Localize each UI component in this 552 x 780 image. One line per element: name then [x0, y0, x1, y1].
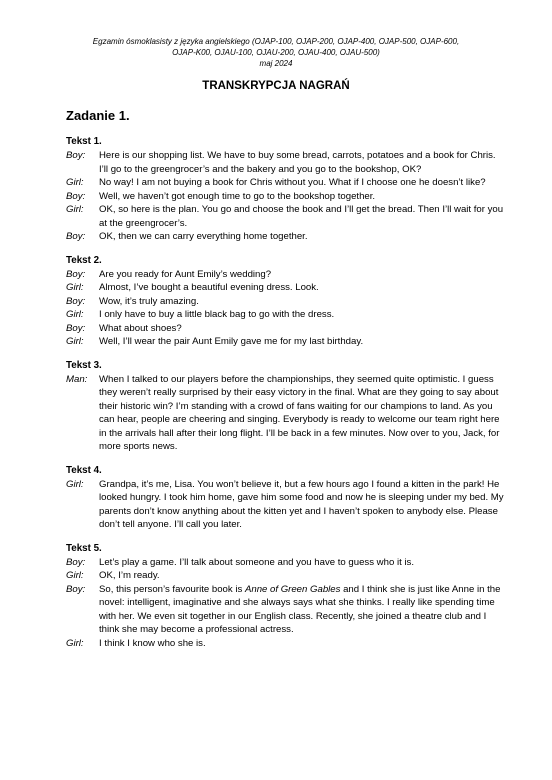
dialogue-text: OK, so here is the plan. You go and choose the book and I’ll get the bread. Then I’ll wait for you at the greengrocer’s.: [99, 204, 504, 229]
dialogue-line: [66, 281, 506, 295]
section-title: Tekst 4.: [66, 464, 102, 476]
dialogue-line: [66, 556, 506, 570]
speaker-label: Boy:: [66, 268, 86, 280]
speaker-label: Boy:: [66, 583, 86, 595]
dialogue-line: [66, 569, 506, 583]
exam-header: [40, 36, 512, 69]
dialogue-line: [66, 478, 506, 532]
dialogue-text: What about shoes?: [99, 322, 182, 334]
section-title: Tekst 1.: [66, 136, 102, 147]
dialogue-text: When I talked to our players before the championships, they seemed quite optimistic. I guess they weren’t really surprised by their easy victory in the final. What are they going to say about their historic win? I’m standing with a crowd of fans waiting for our champions to land. As you can hear, people are cheering and singing. Everybody is ready to welcome our team right here in the arrivals hall after their long flight. I’ll be back in a few minutes. Now over to you, Jack, for more sports news.: [99, 373, 500, 452]
speaker-label: Boy:: [66, 231, 86, 242]
dialogue-text: Wow, it’s truly amazing.: [99, 295, 199, 307]
transcript-section: [66, 464, 506, 532]
dialogue-text: Almost, I’ve bought a beautiful evening dress. Look.: [99, 282, 319, 293]
dialogue-text: Let’s play a game. I’ll talk about someone and you have to guess who it is.: [99, 556, 415, 568]
dialogue-text: Grandpa, it’s me, Lisa. You won’t believe it, but a few hours ago I found a kitten in the park! He looked hungry. I took him home, gave him some food and now he is sleeping under my bed. My parents don’t know anything about the kitten yet and I haven’t spoken to anybody else. Please don’t tell anyone. I’ll call you later.: [99, 478, 504, 530]
dialogue-text: No way! I am not buying a book for Chris without you. What if I choose one he doesn’t like?: [99, 177, 486, 188]
speaker-label: Girl:: [66, 336, 84, 347]
dialogue-line: [66, 203, 506, 230]
dialogue-text: So, this person’s favourite book is Anne of Green Gables and I think she is just like Anne in the novel: intelligent, imaginative and she always says what she thinks. I really like spending time with her. We even sit together in our English class. Recently, she joined a theatre club and I think she may become a professional actress.: [99, 583, 501, 635]
header-line-2: OJAP-K00, OJAU-100, OJAU-200, OJAU-400, OJAU-500): [172, 48, 380, 57]
dialogue-line: [66, 230, 506, 244]
dialogue-line: [66, 373, 506, 454]
transcript-section: [66, 542, 506, 651]
dialogue-text: I think I know who she is.: [99, 637, 206, 649]
transcript-content: [66, 135, 506, 660]
document-title: TRANSKRYPCJA NAGRAŃ: [202, 80, 350, 92]
dialogue-text: I only have to buy a little black bag to go with the dress.: [99, 309, 335, 320]
speaker-label: Boy:: [66, 295, 86, 307]
speaker-label: Girl:: [66, 309, 84, 320]
speaker-label: Girl:: [66, 637, 84, 649]
transcript-section: [66, 254, 506, 349]
header-line-1: Egzamin ósmoklasisty z języka angielskiego (OJAP-100, OJAP-200, OJAP-400, OJAP-500, OJAP-600,: [92, 37, 460, 46]
section-title: Tekst 2.: [66, 254, 102, 266]
dialogue-line: [66, 268, 506, 282]
dialogue-line: [66, 190, 506, 204]
header-line-3: maj 2024: [259, 59, 293, 68]
speaker-label: Girl:: [66, 204, 84, 215]
dialogue-text: Well, we haven’t got enough time to go to the bookshop together.: [99, 190, 376, 202]
speaker-label: Man:: [66, 373, 88, 385]
speaker-label: Girl:: [66, 282, 84, 293]
dialogue-text: Are you ready for Aunt Emily’s wedding?: [99, 268, 272, 280]
dialogue-line: [66, 335, 506, 349]
dialogue-line: [66, 637, 506, 651]
dialogue-text: Here is our shopping list. We have to buy some bread, carrots, potatoes and a book for Chris. I’ll go to the greengrocer’s and the bakery and you go to the bookshop, OK?: [99, 150, 496, 175]
book-title: Anne of Green Gables: [244, 583, 341, 595]
speaker-label: Boy:: [66, 150, 86, 161]
speaker-label: Girl:: [66, 177, 84, 188]
dialogue-text: Well, I’ll wear the pair Aunt Emily gave me for my last birthday.: [99, 336, 364, 347]
section-title: Tekst 3.: [66, 359, 102, 371]
dialogue-line: [66, 583, 506, 637]
dialogue-line: [66, 149, 506, 176]
speaker-label: Boy:: [66, 556, 86, 568]
transcript-section: [66, 359, 506, 454]
dialogue-line: [66, 176, 506, 190]
dialogue-line: [66, 295, 506, 309]
dialogue-text: OK, I’m ready.: [99, 570, 160, 581]
section-title: Tekst 5.: [66, 542, 102, 554]
speaker-label: Boy:: [66, 190, 86, 202]
dialogue-text: OK, then we can carry everything home together.: [99, 231, 308, 242]
speaker-label: Girl:: [66, 570, 84, 581]
dialogue-line: [66, 322, 506, 336]
task-heading: Zadanie 1.: [66, 108, 130, 123]
transcript-section: [66, 135, 506, 244]
speaker-label: Girl:: [66, 478, 84, 490]
speaker-label: Boy:: [66, 322, 86, 334]
dialogue-line: [66, 308, 506, 322]
